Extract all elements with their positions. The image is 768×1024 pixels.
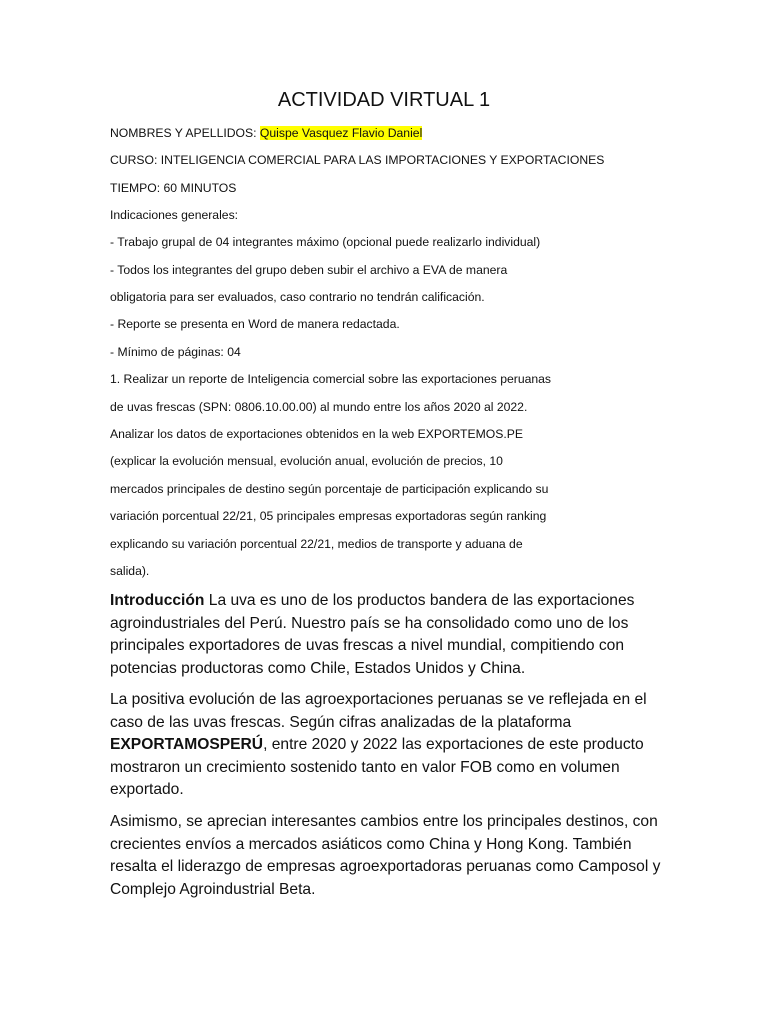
instruction-line: - Reporte se presenta en Word de manera redactada. <box>110 317 400 331</box>
task-line: variación porcentual 22/21, 05 principales empresas exportadoras según ranking <box>110 509 547 523</box>
task-line: salida). <box>110 564 150 578</box>
platform-name: EXPORTAMOSPERÚ <box>110 736 264 753</box>
evolution-paragraph <box>110 689 666 802</box>
student-line <box>110 125 422 141</box>
student-label: NOMBRES Y APELLIDOS: <box>110 126 260 140</box>
instruction-line: - Todos los integrantes del grupo deben subir el archivo a EVA de manera <box>110 263 508 277</box>
task-line: mercados principales de destino según porcentaje de participación explicando su <box>110 482 549 496</box>
markets-paragraph: Asimismo, se aprecian interesantes cambios entre los principales destinos, con crecientes envíos a mercados asiáticos como China y Hong Kong. También resalta el liderazgo de empresas agroexportadoras peruanas como Camposol y Complejo Agroindustrial Beta. <box>110 813 661 898</box>
instruction-line: obligatoria para ser evaluados, caso contrario no tendrán calificación. <box>110 290 485 304</box>
time-line: TIEMPO: 60 MINUTOS <box>110 181 237 195</box>
intro-text: La uva es uno de los productos bandera de las exportaciones agroindustriales del Perú. Nuestro país se ha consolidado como uno de los principales exportadores de uvas frescas a nivel mundial, compitiendo con potencias productoras como Chile, Estados Unidos y China. <box>110 592 635 677</box>
task-line: (explicar la evolución mensual, evolución anual, evolución de precios, 10 <box>110 454 503 468</box>
paragraph-text: La positiva evolución de las agroexportaciones peruanas se ve reflejada en el caso de las uvas frescas. Según cifras analizadas de la plataforma <box>110 691 647 731</box>
task-line: explicando su variación porcentual 22/21, medios de transporte y aduana de <box>110 537 523 551</box>
intro-heading: Introducción <box>110 592 205 609</box>
instruction-line: - Trabajo grupal de 04 integrantes máximo (opcional puede realizarlo individual) <box>110 235 541 249</box>
task-line: de uvas frescas (SPN: 0806.10.00.00) al mundo entre los años 2020 al 2022. <box>110 400 528 414</box>
instructions-heading: Indicaciones generales: <box>110 208 239 222</box>
instruction-line: - Mínimo de páginas: 04 <box>110 345 241 359</box>
task-line: Analizar los datos de exportaciones obtenidos en la web EXPORTEMOS.PE <box>110 427 524 441</box>
intro-paragraph <box>110 590 666 680</box>
task-line: 1. Realizar un reporte de Inteligencia comercial sobre las exportaciones peruanas <box>110 372 552 386</box>
student-name: Quispe Vasquez Flavio Daniel <box>259 126 423 140</box>
document-title: ACTIVIDAD VIRTUAL 1 <box>277 89 491 111</box>
paragraph-text: , entre 2020 y 2022 las exportaciones de este producto mostraron un crecimiento sostenido tanto en valor FOB como en volumen exportado. <box>110 736 644 798</box>
course-line: CURSO: INTELIGENCIA COMERCIAL PARA LAS IMPORTACIONES Y EXPORTACIONES <box>110 153 605 167</box>
